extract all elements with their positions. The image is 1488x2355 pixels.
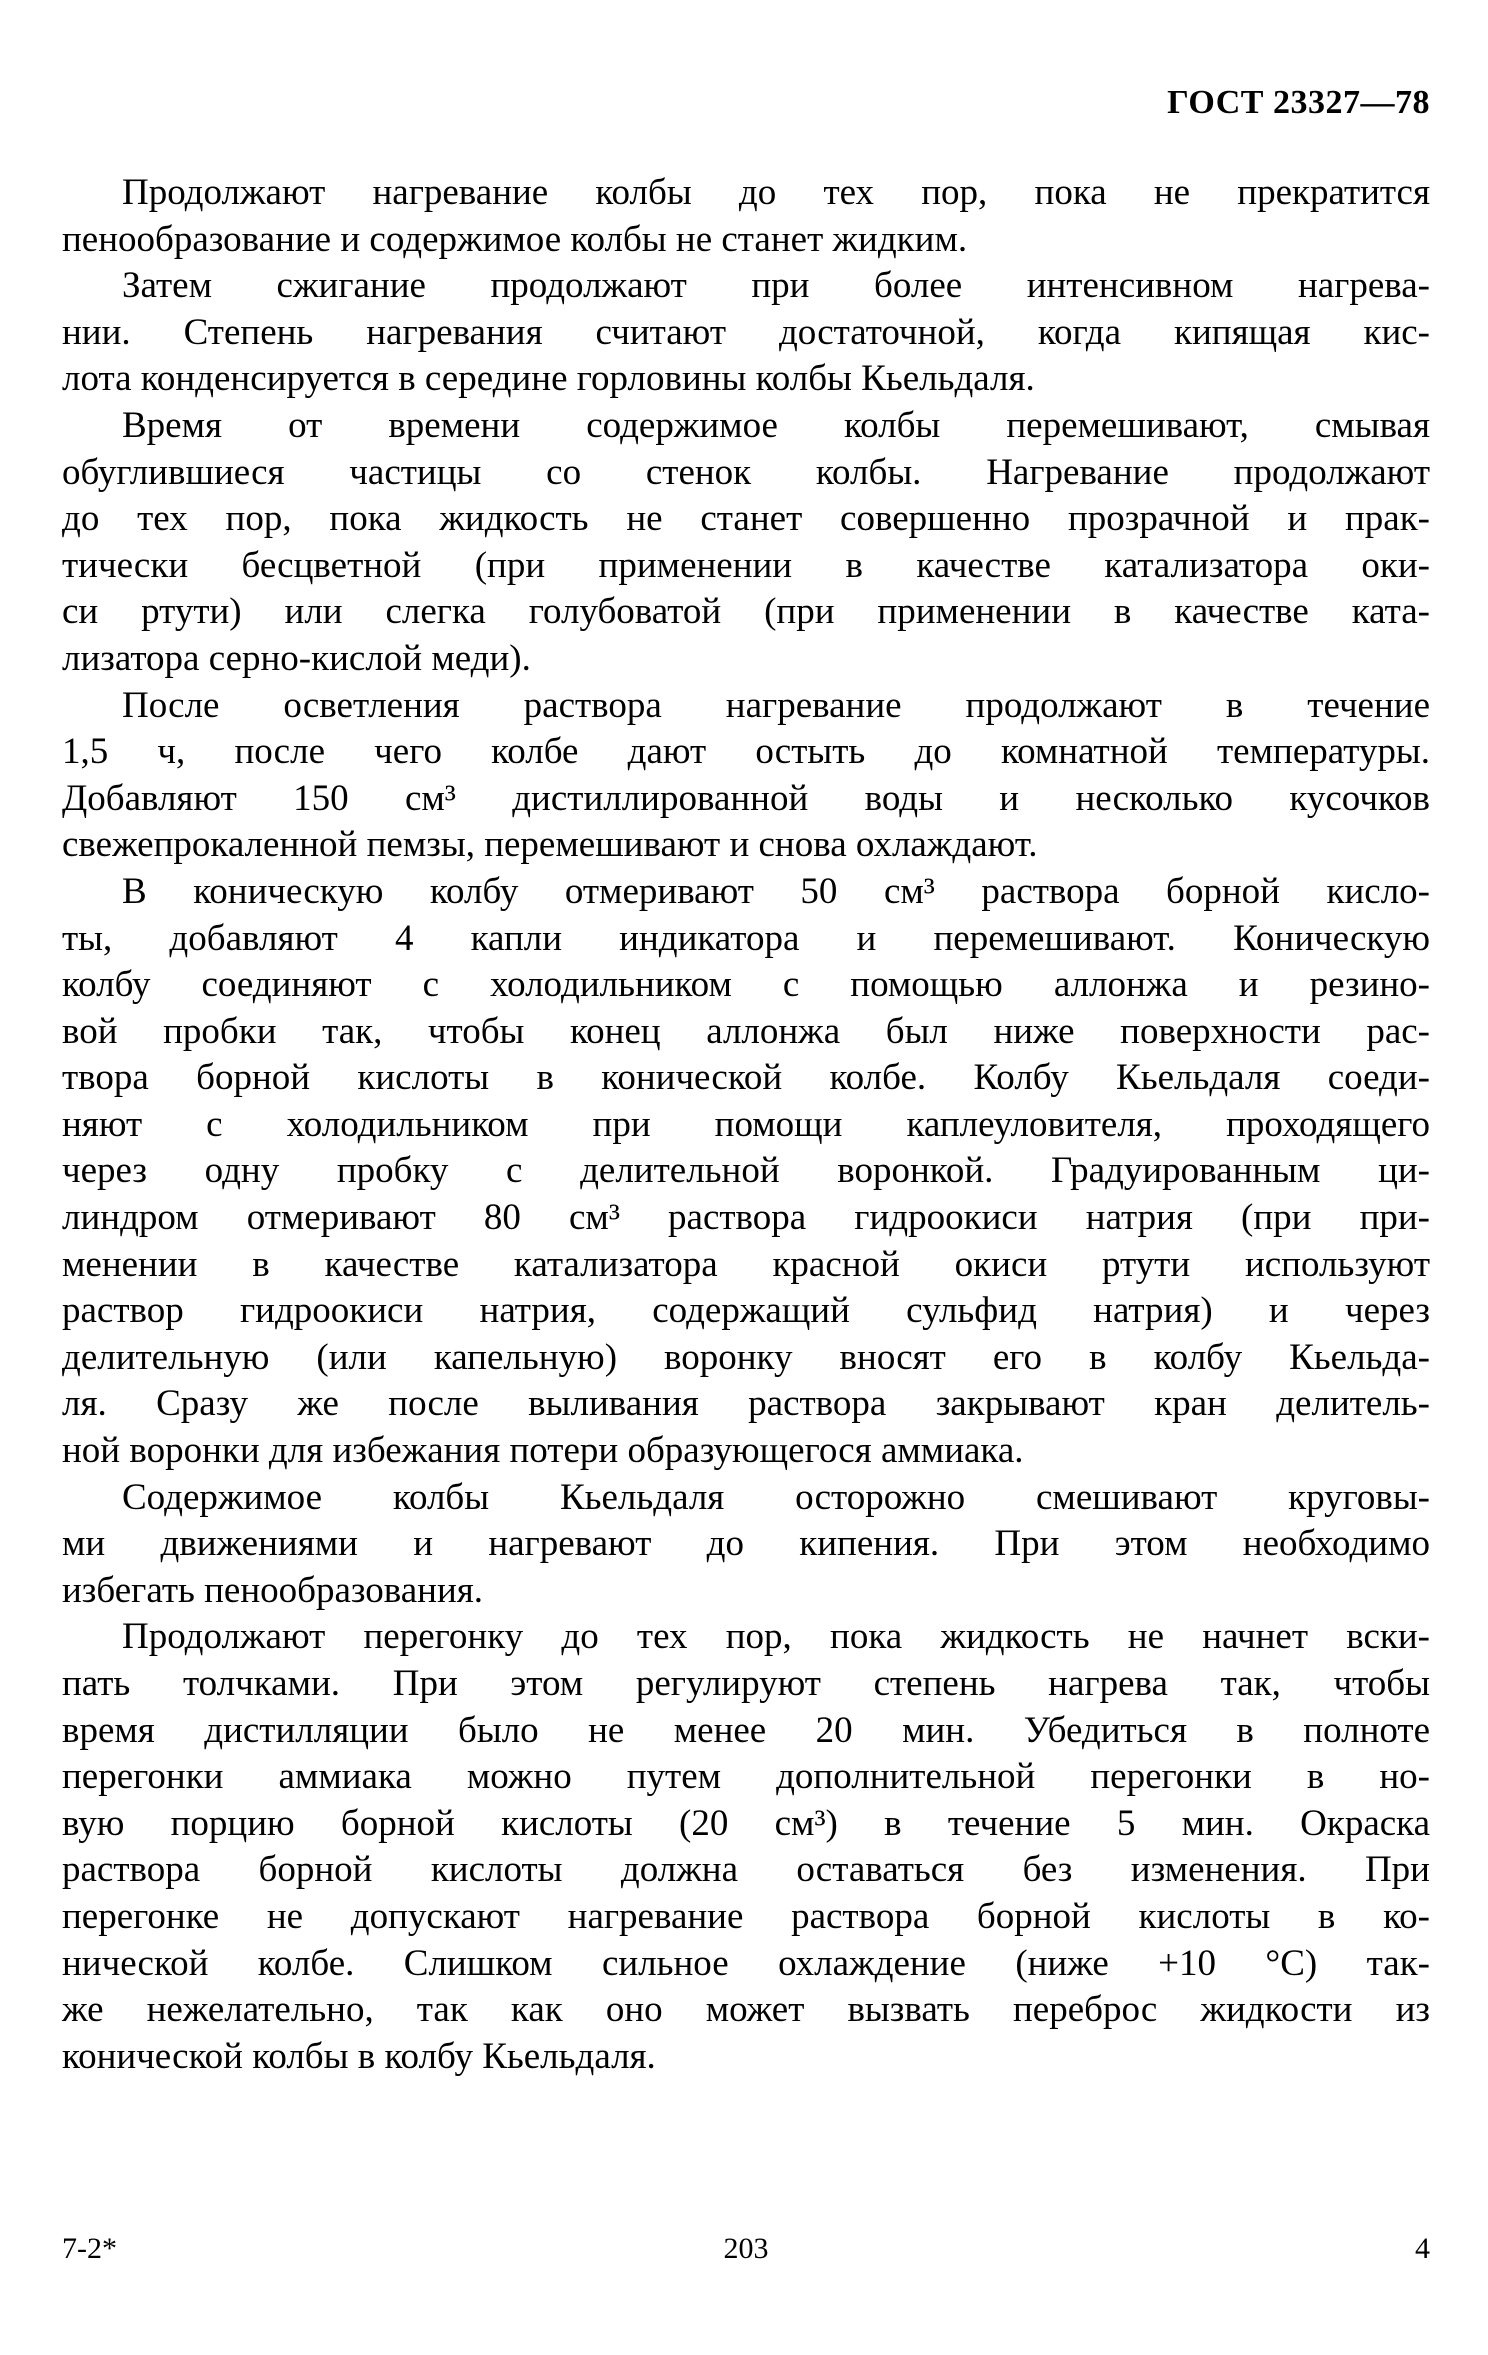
text-line: Время от времени содержимое колбы перемешивают, смывая — [122, 404, 1430, 446]
text-line: вой пробки так, чтобы конец аллонжа был ниже поверхности рас- — [62, 1010, 1430, 1052]
page-footer — [62, 2232, 1430, 2272]
text-line: твора борной кислоты в конической колбе. Колбу Кьельдаля соеди- — [62, 1057, 1430, 1099]
text-line: линдром отмеривают 80 см³ раствора гидроокиси натрия (при при- — [62, 1197, 1430, 1239]
text-line: Содержимое колбы Кьельдаля осторожно смешивают круговы- — [122, 1476, 1430, 1518]
paragraph — [62, 263, 1430, 403]
text-line: менении в качестве катализатора красной окиси ртути используют — [62, 1243, 1430, 1285]
text-line: свежепрокаленной пемзы, перемешивают и снова охлаждают. — [62, 824, 1038, 866]
page-number: 203 — [723, 2232, 769, 2265]
text-line: Продолжают перегонку до тех пор, пока жидкость не начнет вски- — [122, 1616, 1430, 1658]
paragraph — [62, 170, 1430, 263]
text-line: ми движениями и нагревают до кипения. При этом необходимо — [62, 1523, 1430, 1565]
text-line: Затем сжигание продолжают при более интенсивном нагрева- — [122, 265, 1430, 307]
text-line: конической колбы в колбу Кьельдаля. — [62, 2035, 656, 2077]
footer-sheet-number: 4 — [1415, 2232, 1430, 2265]
footer-signature: 7-2* — [62, 2232, 117, 2265]
text-line: раствор гидроокиси натрия, содержащий сульфид натрия) и через — [62, 1290, 1430, 1332]
text-line: время дистилляции было не менее 20 мин. Убедиться в полноте — [62, 1709, 1430, 1751]
paragraph — [62, 869, 1430, 1475]
text-line: раствора борной кислоты должна оставаться без изменения. При — [62, 1849, 1430, 1891]
text-line: В коническую колбу отмеривают 50 см³ раствора борной кисло- — [122, 870, 1430, 912]
text-line: После осветления раствора нагревание продолжают в течение — [122, 684, 1430, 726]
paragraph — [62, 1614, 1430, 2080]
text-line: вую порцию борной кислоты (20 см³) в течение 5 мин. Окраска — [62, 1802, 1430, 1844]
text-line: делительную (или капельную) воронку вносят его в колбу Кьельда- — [62, 1336, 1430, 1378]
text-line: же нежелательно, так как оно может вызвать переброс жидкости из — [62, 1989, 1430, 2031]
paragraph — [62, 1475, 1430, 1615]
text-line: лота конденсируется в середине горловины колбы Кьельдаля. — [62, 358, 1035, 400]
text-line: колбу соединяют с холодильником с помощью аллонжа и резино- — [62, 964, 1430, 1006]
text-line: 1,5 ч, после чего колбе дают остыть до комнатной температуры. — [62, 731, 1430, 773]
text-line: нической колбе. Слишком сильное охлаждение (ниже +10 °С) так- — [62, 1942, 1430, 1984]
text-line: через одну пробку с делительной воронкой. Градуированным ци- — [62, 1150, 1430, 1192]
text-line: нии. Степень нагревания считают достаточной, когда кипящая кис- — [62, 311, 1430, 353]
text-line: пенообразование и содержимое колбы не станет жидким. — [62, 218, 968, 260]
text-line: лизатора серно-кислой меди). — [62, 637, 531, 679]
text-line: Добавляют 150 см³ дистиллированной воды и несколько кусочков — [62, 777, 1430, 819]
document-standard-header: ГОСТ 23327—78 — [1167, 84, 1430, 121]
text-line: перегонке не допускают нагревание раствора борной кислоты в ко- — [62, 1895, 1430, 1937]
text-line: ной воронки для избежания потери образующегося аммиака. — [62, 1430, 1024, 1472]
text-line: Продолжают нагревание колбы до тех пор, пока не прекратится — [122, 172, 1430, 213]
text-line: до тех пор, пока жидкость не станет совершенно прозрачной и прак- — [62, 498, 1430, 540]
text-line: перегонки аммиака можно путем дополнительной перегонки в но- — [62, 1756, 1430, 1798]
text-line: обуглившиеся частицы со стенок колбы. Нагревание продолжают — [62, 451, 1430, 493]
text-line: избегать пенообразования. — [62, 1569, 484, 1611]
text-line: ты, добавляют 4 капли индикатора и перемешивают. Коническую — [62, 917, 1430, 959]
text-line: си ртути) или слегка голубоватой (при применении в качестве ката- — [62, 591, 1430, 633]
text-line: няют с холодильником при помощи каплеуловителя, проходящего — [62, 1103, 1430, 1145]
paragraph — [62, 403, 1430, 683]
text-line: тически бесцветной (при применении в качестве катализатора оки- — [62, 544, 1430, 586]
text-line: пать толчками. При этом регулируют степень нагрева так, чтобы — [62, 1663, 1430, 1704]
document-body — [62, 170, 1430, 2080]
text-line: ля. Сразу же после выливания раствора закрывают кран делитель- — [62, 1383, 1430, 1425]
paragraph — [62, 683, 1430, 869]
